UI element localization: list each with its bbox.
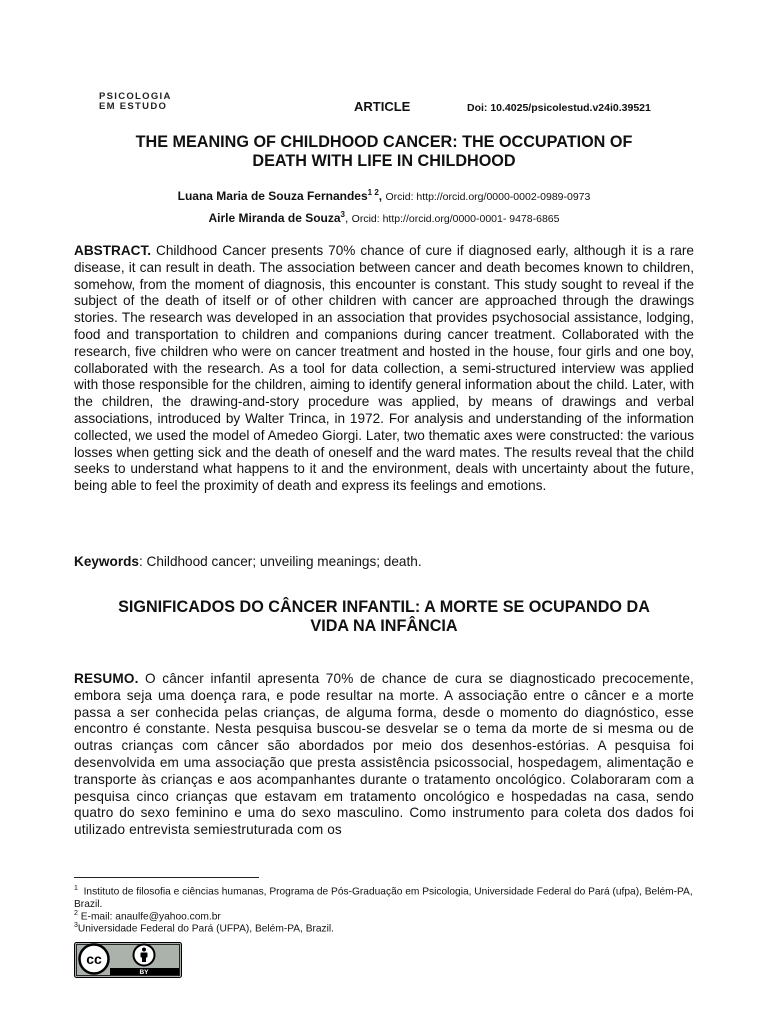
footnote-3	[74, 920, 699, 936]
keywords-label: Keywords	[74, 554, 139, 569]
resumo-label: RESUMO.	[74, 671, 139, 686]
cc-label: cc	[86, 951, 102, 967]
keywords-line	[74, 554, 422, 569]
cc-by-license-badge[interactable]	[74, 942, 182, 978]
title-portuguese	[74, 598, 694, 636]
journal-logo	[99, 92, 172, 112]
resumo-text: O câncer infantil apresenta 70% de chance de cura se diagnosticado precocemente, embora seja uma doença rara, e pode resultar na morte. A associação entre o câncer e a morte passa a ser conhecida pelas crianças, de alguma forma, desde o momento do diagnóstico, esse encontro é constante. Nesta pesquisa buscou-se desvelar se o tema da morte de si mesma ou de outras crianças com câncer são abordados por meio dos desenhos-estórias. A pesquisa foi desenvolvida em uma associação que presta assistência psicossocial, hospedagem, alimentação e transporte às crianças e aos acompanhantes durante o tratamento oncológico. Colaboraram com a pesquisa cinco crianças que estavam em tratamento oncológico e hospedadas na casa, sendo quatro do sexo feminino e uma do sexo masculino. Como instrumento para coleta dos dados foi utilizado entrevista semiestruturada com os	[74, 671, 694, 838]
author-affiliation-marks: 3	[340, 210, 345, 219]
journal-logo-line2: EM ESTUDO	[99, 101, 168, 112]
author-1: Luana Maria de Souza Fernandes$^{1 2}$, Orcid: http://orcid.org/0000-0002-0989-0973	[177, 188, 591, 203]
article-type-label: ARTICLE	[354, 99, 411, 114]
journal-logo-line1: PSICOLOGIA	[99, 91, 172, 102]
footnote-mark: 3	[74, 922, 78, 929]
footnote-mark: 2	[74, 910, 78, 917]
attribution-person-icon	[134, 945, 155, 966]
title-portuguese-line2: VIDA NA INFÂNCIA	[310, 617, 458, 635]
footnote-text: Instituto de filosofia e ciências humanas, Programa de Pós-Graduação em Psicologia, Universidade Federal do Pará (ufpa), Belém-PA, Brazil.	[74, 886, 693, 910]
footnote-text: Universidade Federal do Pará (UFPA), Belém-PA, Brazil.	[77, 923, 335, 935]
author-orcid: Orcid: http://orcid.org/0000-0002-0989-0973	[385, 191, 591, 203]
doi: Doi: 10.4025/psicolestud.v24i0.39521	[467, 102, 651, 114]
cc-icon	[80, 945, 109, 974]
footnote-text: E-mail: anaulfe@yahoo.com.br	[80, 911, 221, 923]
title-english-line2: DEATH WITH LIFE IN CHILDHOOD	[252, 152, 516, 170]
title-english-line1: THE MEANING OF CHILDHOOD CANCER: THE OCCUPATION OF	[135, 133, 633, 151]
title-portuguese-line1: SIGNIFICADOS DO CÂNCER INFANTIL: A MORTE SE OCUPANDO DA	[118, 598, 650, 616]
author-name: Airle Miranda de Souza	[208, 211, 341, 225]
footnote-mark: 1	[74, 885, 78, 892]
author-orcid: Orcid: http://orcid.org/0000-0001- 9478-6865	[351, 213, 560, 225]
footnote-divider	[74, 877, 259, 878]
author-2: Airle Miranda de Souza$^3$, Orcid: http://orcid.org/0000-0001- 9478-6865	[208, 210, 560, 225]
title-english	[74, 133, 694, 171]
authors-block	[74, 184, 694, 228]
keywords-text: : Childhood cancer; unveiling meanings; death.	[138, 554, 422, 569]
resumo-paragraph	[74, 671, 694, 839]
author-affiliation-marks: 1 2	[367, 188, 379, 197]
abstract-label: ABSTRACT.	[74, 243, 152, 258]
author-name: Luana Maria de Souza Fernandes	[177, 189, 368, 203]
abstract-paragraph	[74, 243, 694, 495]
abstract-text: Childhood Cancer presents 70% chance of cure if diagnosed early, although it is a rare disease, it can result in death. The association between cancer and death becomes known to children, somehow, from the moment of diagnosis, this encounter is constant. This study sought to reveal if the subject of the death of itself or of other children with cancer are approached through the drawings stories. The research was developed in an association that provides psychosocial assistance, lodging, food and transportation to children and companions during cancer treatment. Collaborated with the research, five children who were on cancer treatment and hosted in the house, four girls and one boy, collaborated with the research. As a tool for data collection, a semi-structured interview was applied with those responsible for the children, aiming to identify general information about the child. Later, with the children, the drawing-and-story procedure was applied, by means of drawings and verbal associations, introduced by Walter Trinca, in 1972. For analysis and understanding of the information collected, we used the model of Amedeo Giorgi. Later, two thematic axes were constructed: the various losses when getting sick and the death of oneself and the ward mates. The results reveal that the child seeks to understand what happens to it and the environment, deals with uncertainty about the future, being able to feel the proximity of death and express its feelings and emotions.	[74, 243, 694, 494]
by-label: BY	[139, 969, 149, 977]
